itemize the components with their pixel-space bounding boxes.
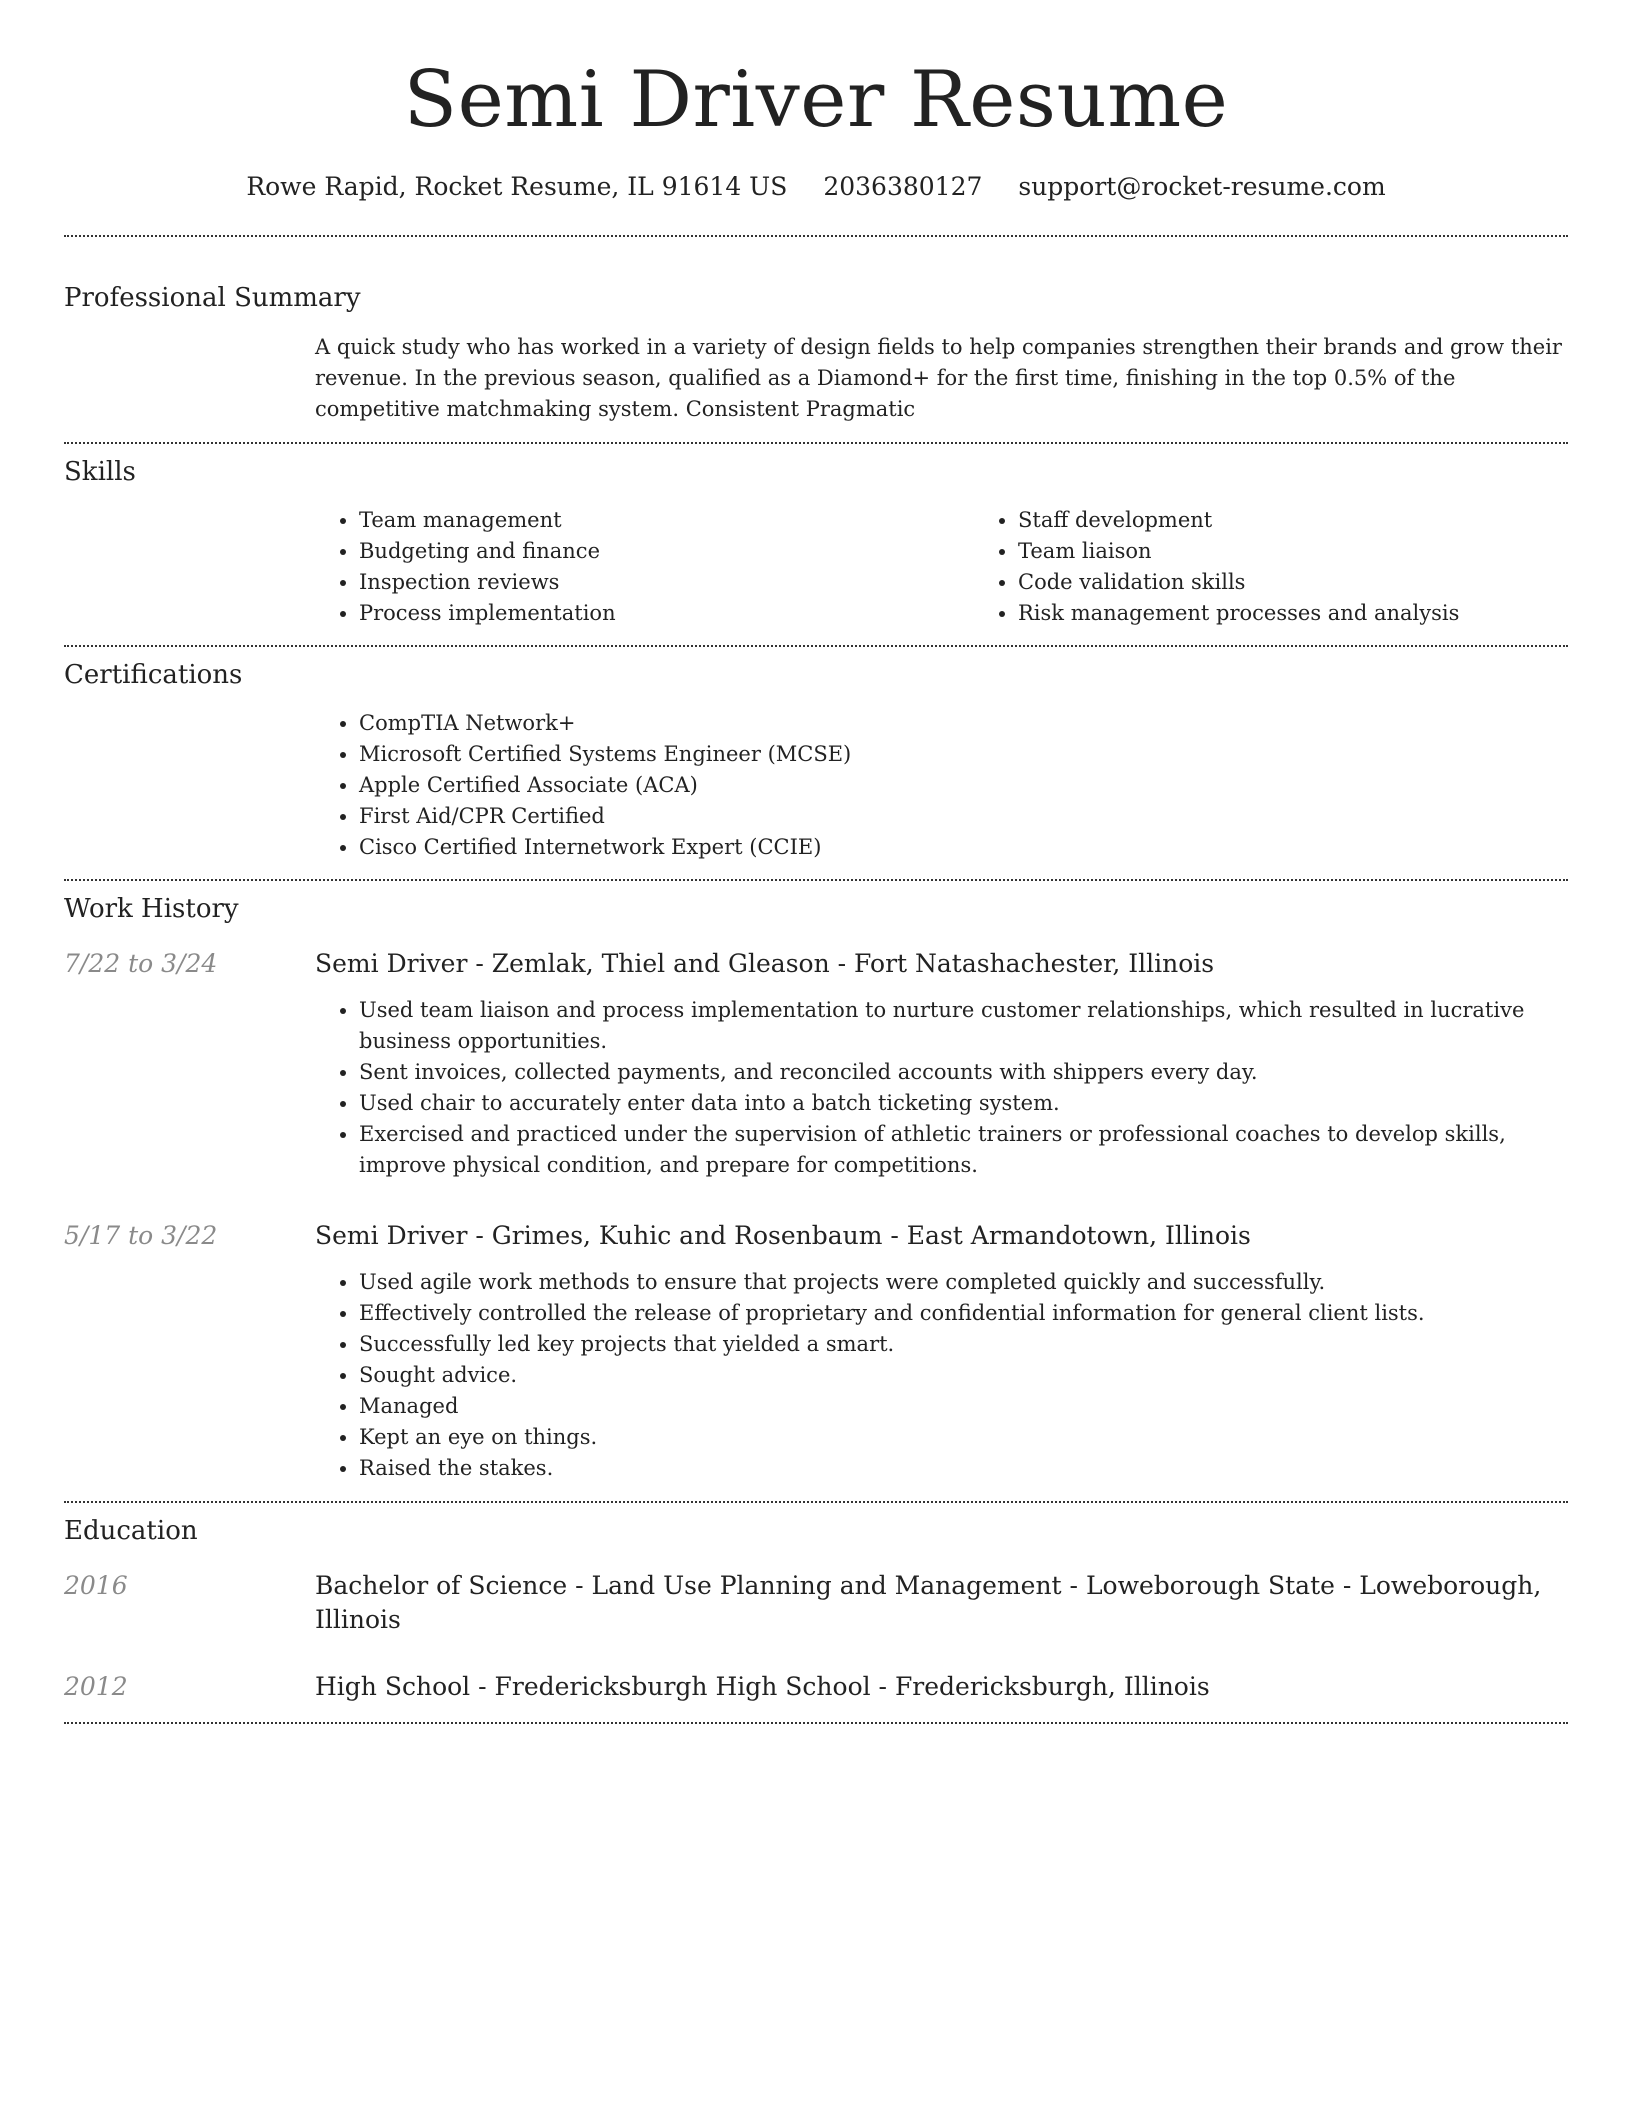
list-item: • Used agile work methods to ensure that projects were completed quickly and successfully. [359,1267,1568,1298]
list-item: • Staff development [1018,505,1632,536]
job-bullets [315,995,1568,1181]
contact-line [64,172,1568,201]
list-item: • Apple Certified Associate (ACA) [359,770,1568,801]
job-dates: 5/17 to 3/22 [64,1221,218,1250]
job-bullets [315,1267,1568,1484]
list-item: • Budgeting and finance [359,536,974,567]
skills-list-left [315,505,974,629]
section-title-work: Work History [64,894,239,924]
job-heading: Semi Driver - Zemlak, Thiel and Gleason - Fort Natashachester, Illinois [315,949,1215,978]
list-item: • Risk management processes and analysis [1018,598,1632,629]
section-title-skills: Skills [64,457,136,487]
list-item: • Used chair to accurately enter data into a batch ticketing system. [359,1088,1568,1119]
education-heading: Bachelor of Science - Land Use Planning and Management - Loweborough State - Loweborough, Illinois [315,1571,1542,1634]
certifications-section [64,647,1568,863]
work-section [64,881,1568,1484]
section-title-summary: Professional Summary [64,283,361,313]
list-item: • Kept an eye on things. [359,1422,1568,1453]
contact-address: Rowe Rapid, Rocket Resume, IL 91614 US [246,172,788,201]
contact-email: support@rocket-resume.com [1018,172,1386,201]
list-item: • Team liaison [1018,536,1632,567]
list-item: • Process implementation [359,598,974,629]
list-item: • Managed [359,1391,1568,1422]
education-heading: High School - Fredericksburgh High School - Fredericksburgh, Illinois [315,1672,1210,1701]
skills-section [64,444,1568,629]
list-item: • Code validation skills [1018,567,1632,598]
education-section [64,1503,1568,1704]
education-year: 2016 [64,1571,128,1600]
skills-spacer [64,505,315,629]
list-item: • Team management [359,505,974,536]
summary-section [64,237,1568,425]
section-title-education: Education [64,1516,198,1546]
certifications-spacer [64,708,315,863]
skills-list-right [974,505,1632,629]
list-item: • Sent invoices, collected payments, and reconciled accounts with shippers every day. [359,1057,1568,1088]
list-item: • Effectively controlled the release of proprietary and confidential information for general client lists. [359,1298,1568,1329]
summary-text: A quick study who has worked in a variety of design fields to help companies strengthen their brands and grow their revenue. In the previous season, qualified as a Diamond+ for the first time, finishing in the top 0.5% of the competitive matchmaking system. Consistent Pragmatic [315,335,1562,421]
education-entry [64,1670,1568,1704]
list-item: • CompTIA Network+ [359,708,1568,739]
summary-spacer [64,332,315,425]
list-item: • Exercised and practiced under the supervision of athletic trainers or professional coaches to develop skills, improve physical condition, and prepare for competitions. [359,1119,1568,1181]
contact-phone: 2036380127 [823,172,983,201]
resume-title: Semi Driver Resume [403,55,1229,145]
divider [64,1722,1568,1724]
education-year: 2012 [64,1672,128,1701]
list-item: • Sought advice. [359,1360,1568,1391]
list-item: • Used team liaison and process implementation to nurture customer relationships, which resulted in lucrative business opportunities. [359,995,1568,1057]
list-item: • Cisco Certified Internetwork Expert (CCIE) [359,832,1568,863]
job-entry [64,947,1568,1181]
list-item: • Inspection reviews [359,567,974,598]
list-item: • Successfully led key projects that yielded a smart. [359,1329,1568,1360]
list-item: • Raised the stakes. [359,1453,1568,1484]
job-entry [64,1219,1568,1484]
job-heading: Semi Driver - Grimes, Kuhic and Rosenbaum - East Armandotown, Illinois [315,1221,1251,1250]
job-dates: 7/22 to 3/24 [64,949,218,978]
list-item: • Microsoft Certified Systems Engineer (MCSE) [359,739,1568,770]
certifications-list [315,708,1568,863]
education-entry [64,1569,1568,1637]
list-item: • First Aid/CPR Certified [359,801,1568,832]
section-title-certifications: Certifications [64,660,243,690]
